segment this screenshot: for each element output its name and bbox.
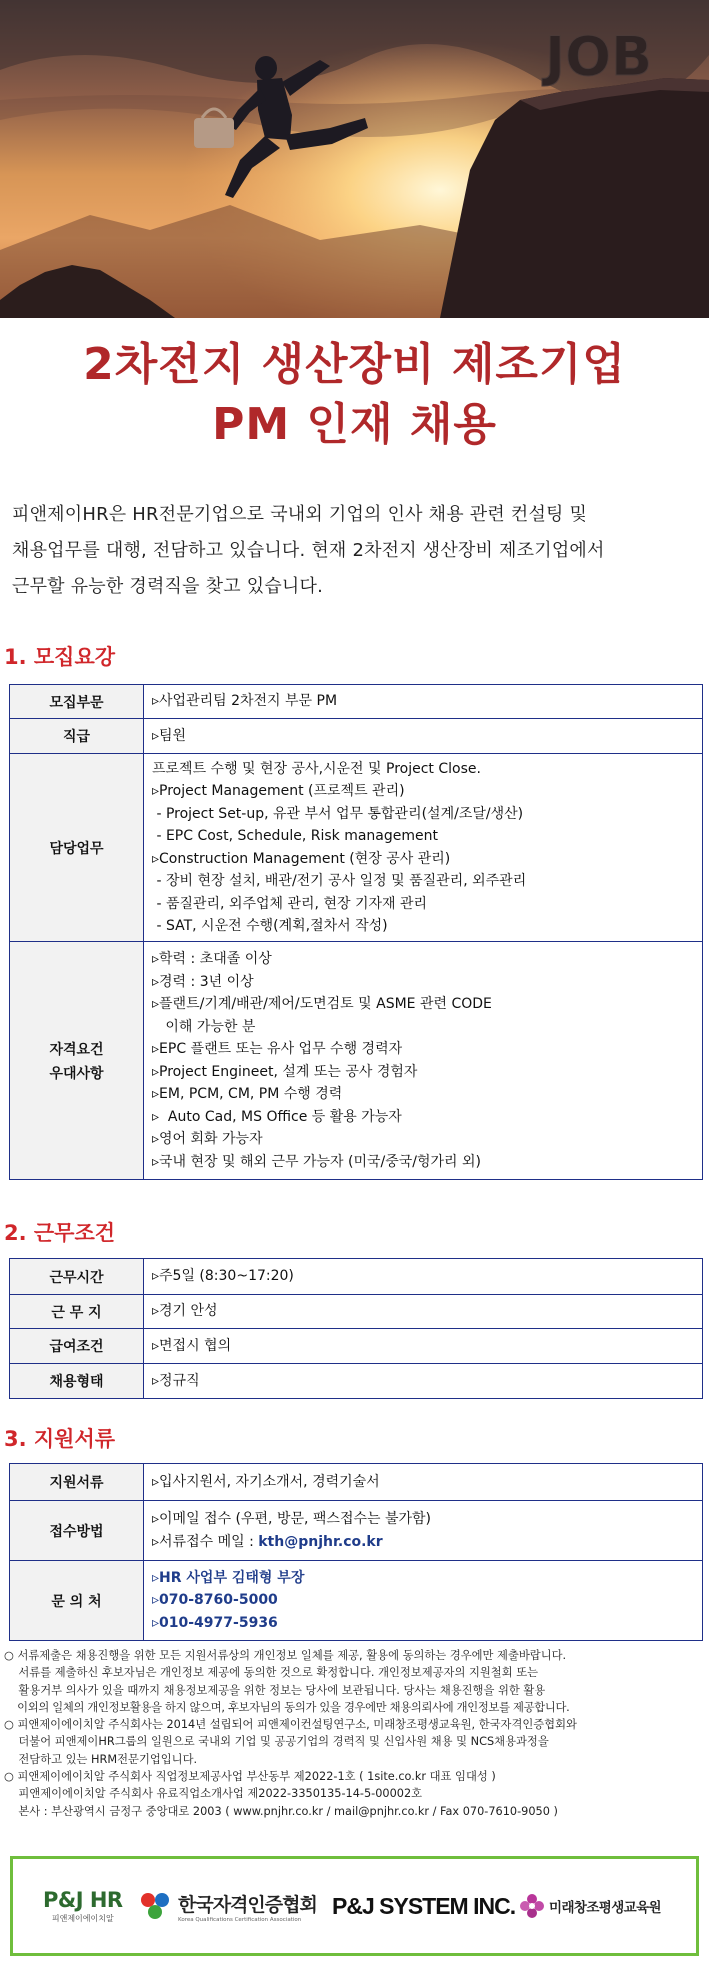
notice-line: ○ 피앤제이에이치알 주식회사는 2014년 설립되어 피앤제이컨설팅연구소, 미래창조평생교육원, 한국자격인증협회와: [4, 1718, 577, 1732]
pj-hr-logo: P&J HR 피앤제이에이치알: [43, 1888, 123, 1923]
row-value: ▹HR 사업부 김태형 부장 ▹070-8760-5000 ▹010-4977-5936: [144, 1561, 703, 1641]
notice-line: ○ 피앤제이에이치알 주식회사 직업정보제공사업 부산동부 제2022-1호 ( 1site.co.kr 대표 임대성 ): [4, 1770, 496, 1784]
page-title-line2: PM 인재 채용: [212, 399, 497, 450]
section-title-conditions: 2. 근무조건: [4, 1221, 116, 1245]
notice-line: 활용거부 의사가 있을 때까지 채용정보제공을 위한 정보는 당사에 보관됩니다. 당사는 채용진행을 위한 활용: [4, 1683, 546, 1697]
email-link[interactable]: kth@pnjhr.co.kr: [258, 1533, 383, 1550]
notice-line: 더불어 피앤제이HR그룹의 일원으로 국내외 기업 및 공공기업의 경력직 및 신입사원 채용 및 NCS채용과정을: [4, 1735, 549, 1749]
table-row: [10, 1561, 703, 1641]
row-value: ▹학력 : 초대졸 이상 ▹경력 : 3년 이상 ▹플랜트/기계/배관/제어/도면검토 및 ASME 관련 CODE 이해 가능한 분 ▹EPC 플랜트 또는 유사 업무 수행 경력자 ▹Project Engineet, 설계 또는 공사 경험자 ▹EM, PCM, CM, PM 수행 경력 ▹ Auto Cad, MS Office 등 활용 가능자 ▹영어 회화 가능자 ▹국내 현장 및 해외 근무 가능자 (미국/중국/헝가리 외): [144, 942, 703, 1180]
handbag-icon: [194, 118, 234, 148]
documents-table: [9, 1463, 703, 1641]
notice-line: 피앤제이에이치알 주식회사 유료직업소개사업 제2022-3350135-14-5-00002호: [4, 1787, 423, 1801]
kqca-emblem-icon: [138, 1890, 174, 1922]
table-row: [10, 685, 703, 719]
table-row: [10, 754, 703, 942]
table-row: [10, 1364, 703, 1399]
row-value: ▹정규직: [144, 1364, 703, 1399]
kqca-logo: 한국자격인증협회 Korea Qualifications Certification Association: [138, 1859, 317, 1953]
table-row: [10, 1295, 703, 1329]
table-row: [10, 1259, 703, 1295]
row-header: 자격요건 우대사항: [10, 942, 144, 1180]
mirae-logo: 미래창조평생교육원: [519, 1859, 661, 1953]
partner-logos-bar: [10, 1856, 699, 1956]
table-row: [10, 719, 703, 754]
intro-line: 채용업무를 대행, 전담하고 있습니다. 현재 2차전지 생산장비 제조기업에서: [12, 540, 605, 561]
table-row: [10, 1329, 703, 1364]
row-value: ▹사업관리팀 2차전지 부문 PM: [144, 685, 703, 719]
section-title-documents: 3. 지원서류: [4, 1427, 116, 1451]
row-value: ▹면접시 협의: [144, 1329, 703, 1364]
row-header: 접수방법: [10, 1501, 144, 1561]
row-value: ▹팀원: [144, 719, 703, 754]
row-header: 직급: [10, 719, 144, 754]
table-row: [10, 1464, 703, 1501]
conditions-table: [9, 1258, 703, 1399]
row-header: 채용형태: [10, 1364, 144, 1399]
notice-line: 전담하고 있는 HRM전문기업입니다.: [4, 1752, 198, 1766]
row-header: 문 의 처: [10, 1561, 144, 1641]
table-row: [10, 1501, 703, 1561]
row-header: 근 무 지: [10, 1295, 144, 1329]
row-value: ▹경기 안성: [144, 1295, 703, 1329]
row-header: 모집부문: [10, 685, 144, 719]
row-header: 담당업무: [10, 754, 144, 942]
notice-line: 서류를 제출하신 후보자님은 개인정보 제공에 동의한 것으로 확정합니다. 개인정보제공자의 지원철회 또는: [4, 1666, 539, 1680]
notice-line: ○ 서류제출은 채용진행을 위한 모든 지원서류상의 개인정보 일체를 제공, 활용에 동의하는 경우에만 제출바랍니다.: [4, 1649, 567, 1662]
row-header: 지원서류: [10, 1464, 144, 1501]
intro-line: 피앤제이HR은 HR전문기업으로 국내외 기업의 인사 채용 관련 컨설팅 및: [12, 504, 588, 525]
row-value: ▹주5일 (8:30~17:20): [144, 1259, 703, 1295]
flower-icon: [519, 1893, 545, 1919]
row-value: ▹입사지원서, 자기소개서, 경력기술서: [144, 1464, 703, 1501]
section-title-recruitment: 1. 모집요강: [4, 645, 116, 669]
job-text: JOB: [545, 25, 653, 88]
hero-image: [0, 0, 709, 318]
recruitment-table: [9, 684, 703, 1180]
pj-system-logo: P&J SYSTEM INC.: [332, 1892, 516, 1919]
notice-line: 본사 : 부산광역시 금정구 중앙대로 2003 ( www.pnjhr.co.kr / mail@pnjhr.co.kr / Fax 070-7610-9050 ): [4, 1804, 558, 1818]
row-header: 근무시간: [10, 1259, 144, 1295]
intro-paragraph: [12, 497, 702, 605]
row-value: ▹이메일 접수 (우편, 방문, 팩스접수는 불가함) ▹서류접수 메일 : kth@pnjhr.co.kr: [144, 1501, 703, 1561]
hero-illustration: [0, 0, 709, 318]
table-row: [10, 942, 703, 1180]
intro-line: 근무할 유능한 경력직을 찾고 있습니다.: [12, 576, 324, 597]
row-value: 프로젝트 수행 및 현장 공사,시운전 및 Project Close. ▹Project Management (프로젝트 관리) - Project Set-up, 유관 부서 업무 통합관리(설계/조달/생산) - EPC Cost, Schedule, Risk management ▹Construction Management (현장 공사 관리) - 장비 현장 설치, 배관/전기 공사 일정 및 품질관리, 외주관리 - 품질관리, 외주업체 관리, 현장 기자재 관리 - SAT, 시운전 수행(계획,절차서 작성): [144, 754, 703, 942]
row-header: 급여조건: [10, 1329, 144, 1364]
page-title-line1: 2차전지 생산장비 제조기업: [83, 339, 626, 390]
notice-line: 이외의 일체의 개인정보활용을 하지 않으며, 후보자님의 동의가 있을 경우에만 채용의뢰사에 개인정보를 제공합니다.: [4, 1700, 570, 1714]
notice-text: [4, 1647, 706, 1820]
